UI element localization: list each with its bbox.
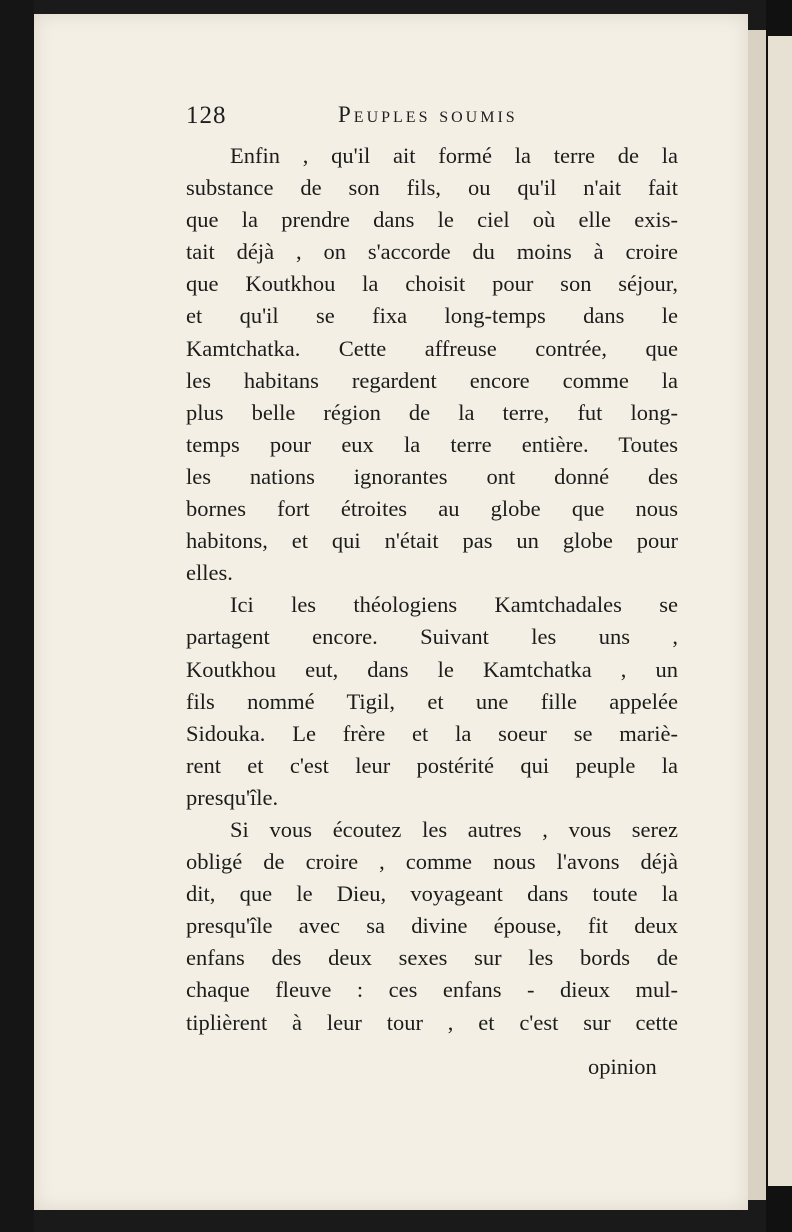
text-line: Ici les théologiens Kamtchadales se (230, 592, 678, 618)
text-line: elles. (186, 560, 233, 586)
catchword: opinion (588, 1054, 657, 1079)
text-line: Enfin , qu'il ait formé la terre de la (230, 143, 678, 168)
text-line: temps pour eux la terre entière. Toutes (186, 431, 678, 457)
text-line: obligé de croire , comme nous l'avons déjà (186, 849, 678, 875)
text-line: Koutkhou eut, dans le Kamtchatka , un (186, 656, 678, 682)
text-line: habitons, et qui n'était pas un globe pour (186, 528, 678, 554)
text-line: Sidouka. Le frère et la soeur se mariè- (186, 720, 678, 746)
running-title: Peuples soumis (338, 102, 518, 127)
text-line: Kamtchatka. Cette affreuse contrée, que (186, 335, 678, 361)
body-text (186, 140, 678, 1039)
text-line: bornes fort étroites au globe que nous (186, 496, 678, 522)
text-line: que la prendre dans le ciel où elle exis- (186, 207, 678, 233)
next-page-sliver (768, 36, 792, 1186)
text-line: et qu'il se fixa long-temps dans le (186, 303, 678, 329)
scan-background-left (0, 0, 34, 1232)
text-line: plus belle région de la terre, fut long- (186, 399, 678, 425)
text-line: enfans des deux sexes sur les bords de (186, 945, 678, 971)
text-line: rent et c'est leur postérité qui peuple la (186, 752, 678, 778)
text-line: presqu'île. (186, 784, 279, 810)
text-line: Si vous écoutez les autres , vous serez (230, 816, 678, 842)
text-line: substance de son fils, ou qu'il n'ait fait (186, 175, 678, 201)
text-line: fils nommé Tigil, et une fille appelée (186, 688, 678, 714)
page-header (186, 102, 676, 136)
text-line: presqu'île avec sa divine épouse, fit deux (186, 913, 678, 939)
page-edge-shadow (748, 30, 766, 1200)
text-line: tait déjà , on s'accorde du moins à croire (186, 239, 678, 265)
text-line: chaque fleuve : ces enfans - dieux mul- (186, 977, 678, 1003)
text-line: que Koutkhou la choisit pour son séjour, (186, 271, 678, 297)
text-line: les habitans regardent encore comme la (186, 367, 678, 393)
text-line: les nations ignorantes ont donné des (186, 463, 678, 489)
page-number: 128 (186, 102, 227, 129)
text-line: dit, que le Dieu, voyageant dans toute la (186, 881, 678, 907)
text-line: tiplièrent à leur tour , et c'est sur cette (186, 1009, 678, 1035)
text-line: partagent encore. Suivant les uns , (186, 624, 678, 650)
